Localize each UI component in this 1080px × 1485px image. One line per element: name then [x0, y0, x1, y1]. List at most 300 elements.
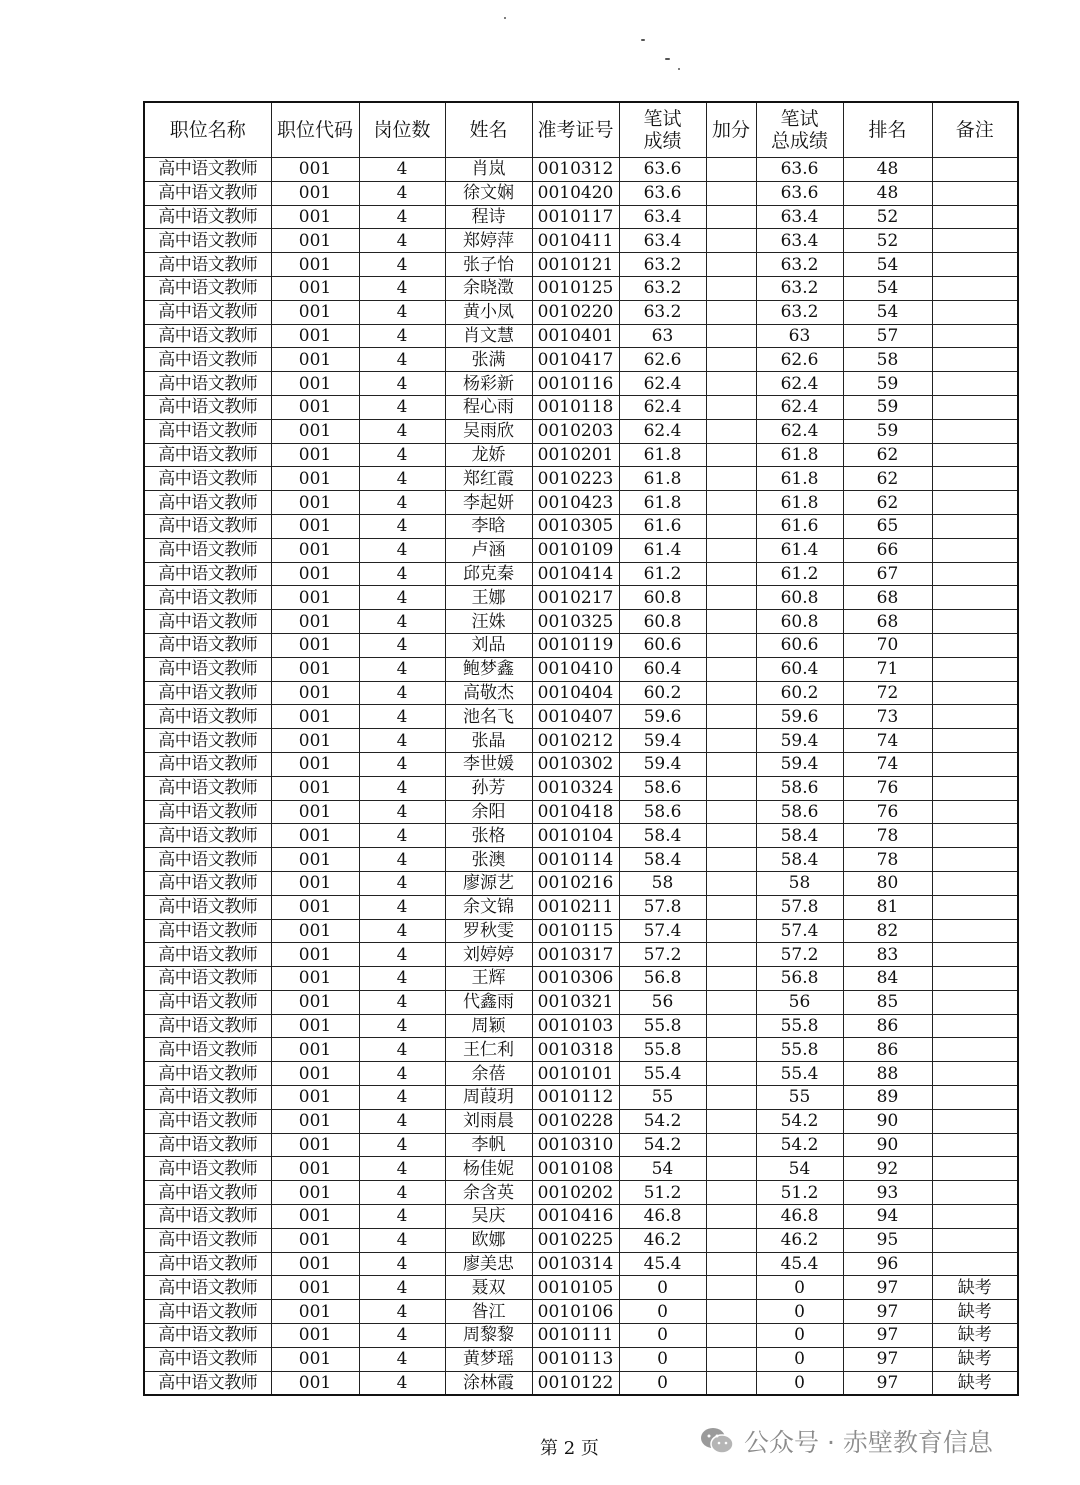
cell-written-score: 58.4 — [619, 848, 706, 872]
cell-position-code: 001 — [271, 491, 359, 515]
cell-total-score: 63.2 — [756, 253, 843, 277]
cell-post-count: 4 — [359, 610, 445, 634]
cell-post-count: 4 — [359, 990, 445, 1014]
cell-written-score: 0 — [619, 1276, 706, 1300]
cell-position-name: 高中语文教师 — [144, 681, 271, 705]
cell-post-count: 4 — [359, 943, 445, 967]
cell-post-count: 4 — [359, 300, 445, 324]
header-position-name: 职位名称 — [144, 102, 271, 158]
cell-written-score: 60.8 — [619, 610, 706, 634]
cell-post-count: 4 — [359, 419, 445, 443]
cell-position-code: 001 — [271, 300, 359, 324]
cell-ticket-number: 0010118 — [532, 395, 619, 419]
cell-position-code: 001 — [271, 752, 359, 776]
cell-post-count: 4 — [359, 1300, 445, 1324]
cell-position-name: 高中语文教师 — [144, 562, 271, 586]
cell-post-count: 4 — [359, 705, 445, 729]
cell-written-score: 55.8 — [619, 1038, 706, 1062]
cell-bonus — [706, 324, 756, 348]
cell-position-code: 001 — [271, 1347, 359, 1371]
cell-bonus — [706, 895, 756, 919]
cell-post-count: 4 — [359, 681, 445, 705]
cell-position-name: 高中语文教师 — [144, 1228, 271, 1252]
cell-remarks — [932, 467, 1018, 491]
cell-remarks — [932, 1014, 1018, 1038]
table-row — [144, 1062, 1018, 1086]
cell-post-count: 4 — [359, 824, 445, 848]
cell-position-code: 001 — [271, 1109, 359, 1133]
cell-ticket-number: 0010104 — [532, 824, 619, 848]
cell-rank: 93 — [843, 1181, 932, 1205]
cell-name: 高敬杰 — [445, 681, 532, 705]
cell-bonus — [706, 1276, 756, 1300]
cell-bonus — [706, 681, 756, 705]
table-row — [144, 395, 1018, 419]
cell-rank: 82 — [843, 919, 932, 943]
cell-post-count: 4 — [359, 919, 445, 943]
cell-rank: 90 — [843, 1133, 932, 1157]
cell-rank: 97 — [843, 1276, 932, 1300]
cell-written-score: 0 — [619, 1300, 706, 1324]
cell-bonus — [706, 1347, 756, 1371]
cell-rank: 62 — [843, 491, 932, 515]
cell-name: 余文锦 — [445, 895, 532, 919]
table-header-row — [144, 102, 1018, 158]
cell-ticket-number: 0010103 — [532, 1014, 619, 1038]
cell-name: 张晶 — [445, 729, 532, 753]
cell-ticket-number: 0010108 — [532, 1157, 619, 1181]
cell-position-name: 高中语文教师 — [144, 300, 271, 324]
cell-written-score: 60.2 — [619, 681, 706, 705]
scan-speck — [678, 68, 680, 70]
header-post-count: 岗位数 — [359, 102, 445, 158]
cell-name: 徐文娴 — [445, 181, 532, 205]
cell-position-name: 高中语文教师 — [144, 1157, 271, 1181]
cell-written-score: 57.8 — [619, 895, 706, 919]
table-row — [144, 705, 1018, 729]
table-row — [144, 848, 1018, 872]
cell-written-score: 58.4 — [619, 824, 706, 848]
cell-total-score: 62.4 — [756, 419, 843, 443]
cell-position-code: 001 — [271, 919, 359, 943]
cell-position-code: 001 — [271, 967, 359, 991]
cell-post-count: 4 — [359, 229, 445, 253]
cell-remarks — [932, 562, 1018, 586]
cell-name: 周黎黎 — [445, 1324, 532, 1348]
cell-position-code: 001 — [271, 705, 359, 729]
cell-position-name: 高中语文教师 — [144, 848, 271, 872]
cell-post-count: 4 — [359, 1157, 445, 1181]
cell-remarks — [932, 514, 1018, 538]
cell-ticket-number: 0010122 — [532, 1371, 619, 1395]
cell-remarks — [932, 967, 1018, 991]
cell-rank: 54 — [843, 253, 932, 277]
cell-total-score: 55 — [756, 1086, 843, 1110]
cell-remarks — [932, 324, 1018, 348]
cell-written-score: 0 — [619, 1324, 706, 1348]
cell-name: 郑婷萍 — [445, 229, 532, 253]
cell-total-score: 57.2 — [756, 943, 843, 967]
cell-total-score: 63.4 — [756, 229, 843, 253]
cell-bonus — [706, 1062, 756, 1086]
cell-written-score: 46.8 — [619, 1205, 706, 1229]
table-row — [144, 610, 1018, 634]
cell-position-name: 高中语文教师 — [144, 1086, 271, 1110]
cell-position-name: 高中语文教师 — [144, 253, 271, 277]
cell-bonus — [706, 1228, 756, 1252]
cell-remarks — [932, 848, 1018, 872]
cell-post-count: 4 — [359, 443, 445, 467]
cell-post-count: 4 — [359, 967, 445, 991]
cell-bonus — [706, 990, 756, 1014]
cell-remarks — [932, 919, 1018, 943]
cell-total-score: 54 — [756, 1157, 843, 1181]
cell-position-name: 高中语文教师 — [144, 800, 271, 824]
cell-bonus — [706, 491, 756, 515]
cell-position-name: 高中语文教师 — [144, 657, 271, 681]
cell-rank: 48 — [843, 181, 932, 205]
table-row — [144, 300, 1018, 324]
cell-ticket-number: 0010228 — [532, 1109, 619, 1133]
cell-total-score: 46.8 — [756, 1205, 843, 1229]
watermark — [700, 1421, 993, 1461]
cell-remarks — [932, 610, 1018, 634]
table-row — [144, 1371, 1018, 1395]
table-body — [144, 158, 1018, 1396]
cell-rank: 83 — [843, 943, 932, 967]
cell-total-score: 61.2 — [756, 562, 843, 586]
cell-rank: 57 — [843, 324, 932, 348]
cell-total-score: 63.2 — [756, 276, 843, 300]
cell-bonus — [706, 372, 756, 396]
cell-ticket-number: 0010407 — [532, 705, 619, 729]
cell-rank: 80 — [843, 871, 932, 895]
cell-rank: 71 — [843, 657, 932, 681]
cell-ticket-number: 0010211 — [532, 895, 619, 919]
cell-position-code: 001 — [271, 562, 359, 586]
cell-total-score: 63.4 — [756, 205, 843, 229]
cell-position-name: 高中语文教师 — [144, 633, 271, 657]
cell-rank: 59 — [843, 419, 932, 443]
cell-rank: 78 — [843, 848, 932, 872]
cell-post-count: 4 — [359, 1062, 445, 1086]
cell-rank: 86 — [843, 1038, 932, 1062]
cell-bonus — [706, 705, 756, 729]
cell-written-score: 54 — [619, 1157, 706, 1181]
cell-written-score: 58.6 — [619, 800, 706, 824]
cell-total-score: 54.2 — [756, 1109, 843, 1133]
cell-bonus — [706, 205, 756, 229]
cell-name: 李帆 — [445, 1133, 532, 1157]
cell-total-score: 54.2 — [756, 1133, 843, 1157]
cell-total-score: 58.4 — [756, 848, 843, 872]
cell-position-name: 高中语文教师 — [144, 967, 271, 991]
cell-remarks — [932, 1252, 1018, 1276]
cell-written-score: 55.4 — [619, 1062, 706, 1086]
cell-post-count: 4 — [359, 776, 445, 800]
cell-ticket-number: 0010121 — [532, 253, 619, 277]
cell-position-name: 高中语文教师 — [144, 324, 271, 348]
cell-name: 聂双 — [445, 1276, 532, 1300]
cell-ticket-number: 0010404 — [532, 681, 619, 705]
cell-remarks — [932, 443, 1018, 467]
cell-total-score: 58.4 — [756, 824, 843, 848]
table-row — [144, 1038, 1018, 1062]
cell-written-score: 63 — [619, 324, 706, 348]
cell-rank: 76 — [843, 800, 932, 824]
cell-bonus — [706, 633, 756, 657]
cell-total-score: 63.6 — [756, 181, 843, 205]
cell-position-name: 高中语文教师 — [144, 610, 271, 634]
cell-bonus — [706, 1205, 756, 1229]
cell-ticket-number: 0010318 — [532, 1038, 619, 1062]
cell-rank: 48 — [843, 158, 932, 182]
cell-total-score: 63.2 — [756, 300, 843, 324]
cell-bonus — [706, 919, 756, 943]
cell-post-count: 4 — [359, 633, 445, 657]
scan-speck — [641, 39, 645, 41]
cell-position-code: 001 — [271, 1205, 359, 1229]
cell-name: 廖美忠 — [445, 1252, 532, 1276]
cell-total-score: 55.4 — [756, 1062, 843, 1086]
cell-post-count: 4 — [359, 1133, 445, 1157]
table-row — [144, 1228, 1018, 1252]
cell-ticket-number: 0010418 — [532, 800, 619, 824]
cell-position-name: 高中语文教师 — [144, 776, 271, 800]
cell-position-name: 高中语文教师 — [144, 895, 271, 919]
cell-total-score: 56 — [756, 990, 843, 1014]
cell-position-code: 001 — [271, 1300, 359, 1324]
cell-written-score: 61.8 — [619, 443, 706, 467]
cell-bonus — [706, 1252, 756, 1276]
cell-bonus — [706, 514, 756, 538]
cell-rank: 74 — [843, 729, 932, 753]
table-row — [144, 1086, 1018, 1110]
cell-position-code: 001 — [271, 181, 359, 205]
cell-post-count: 4 — [359, 1347, 445, 1371]
cell-total-score: 62.4 — [756, 372, 843, 396]
cell-total-score: 58.6 — [756, 776, 843, 800]
cell-post-count: 4 — [359, 514, 445, 538]
cell-remarks — [932, 276, 1018, 300]
cell-ticket-number: 0010117 — [532, 205, 619, 229]
cell-bonus — [706, 419, 756, 443]
cell-remarks — [932, 871, 1018, 895]
cell-ticket-number: 0010312 — [532, 158, 619, 182]
table-row — [144, 1109, 1018, 1133]
cell-bonus — [706, 1014, 756, 1038]
cell-ticket-number: 0010114 — [532, 848, 619, 872]
cell-rank: 59 — [843, 372, 932, 396]
cell-rank: 52 — [843, 205, 932, 229]
cell-written-score: 45.4 — [619, 1252, 706, 1276]
cell-position-code: 001 — [271, 657, 359, 681]
cell-remarks: 缺考 — [932, 1371, 1018, 1395]
cell-remarks — [932, 181, 1018, 205]
cell-remarks: 缺考 — [932, 1324, 1018, 1348]
cell-bonus — [706, 824, 756, 848]
cell-remarks — [932, 229, 1018, 253]
cell-ticket-number: 0010410 — [532, 657, 619, 681]
cell-rank: 68 — [843, 586, 932, 610]
header-position-code: 职位代码 — [271, 102, 359, 158]
cell-position-code: 001 — [271, 253, 359, 277]
cell-remarks — [932, 990, 1018, 1014]
cell-ticket-number: 0010305 — [532, 514, 619, 538]
cell-written-score: 46.2 — [619, 1228, 706, 1252]
cell-rank: 89 — [843, 1086, 932, 1110]
cell-position-code: 001 — [271, 1228, 359, 1252]
cell-name: 肖岚 — [445, 158, 532, 182]
cell-ticket-number: 0010325 — [532, 610, 619, 634]
cell-post-count: 4 — [359, 348, 445, 372]
cell-post-count: 4 — [359, 395, 445, 419]
cell-name: 廖源艺 — [445, 871, 532, 895]
cell-total-score: 0 — [756, 1276, 843, 1300]
cell-position-name: 高中语文教师 — [144, 1205, 271, 1229]
cell-total-score: 57.4 — [756, 919, 843, 943]
cell-position-code: 001 — [271, 514, 359, 538]
cell-remarks — [932, 1157, 1018, 1181]
header-bonus: 加分 — [706, 102, 756, 158]
cell-written-score: 55 — [619, 1086, 706, 1110]
table-row — [144, 181, 1018, 205]
cell-position-name: 高中语文教师 — [144, 1062, 271, 1086]
cell-bonus — [706, 943, 756, 967]
table-row — [144, 1157, 1018, 1181]
table-row — [144, 205, 1018, 229]
cell-rank: 81 — [843, 895, 932, 919]
cell-position-code: 001 — [271, 824, 359, 848]
cell-remarks — [932, 1228, 1018, 1252]
cell-name: 罗秋雯 — [445, 919, 532, 943]
cell-position-name: 高中语文教师 — [144, 491, 271, 515]
cell-position-code: 001 — [271, 610, 359, 634]
cell-name: 鲍梦鑫 — [445, 657, 532, 681]
cell-rank: 59 — [843, 395, 932, 419]
scan-speck — [665, 58, 670, 60]
cell-post-count: 4 — [359, 158, 445, 182]
cell-position-code: 001 — [271, 1014, 359, 1038]
watermark-text: 公众号 · 赤壁教育信息 — [744, 1428, 993, 1457]
cell-post-count: 4 — [359, 253, 445, 277]
cell-ticket-number: 0010401 — [532, 324, 619, 348]
cell-post-count: 4 — [359, 1205, 445, 1229]
cell-name: 杨佳妮 — [445, 1157, 532, 1181]
cell-position-name: 高中语文教师 — [144, 1300, 271, 1324]
cell-rank: 92 — [843, 1157, 932, 1181]
cell-ticket-number: 0010119 — [532, 633, 619, 657]
cell-post-count: 4 — [359, 657, 445, 681]
table-row — [144, 229, 1018, 253]
table-row — [144, 158, 1018, 182]
cell-total-score: 58 — [756, 871, 843, 895]
cell-name: 刘品 — [445, 633, 532, 657]
cell-bonus — [706, 1371, 756, 1395]
cell-bonus — [706, 253, 756, 277]
cell-rank: 94 — [843, 1205, 932, 1229]
cell-post-count: 4 — [359, 800, 445, 824]
cell-name: 张澳 — [445, 848, 532, 872]
header-ticket-number: 准考证号 — [532, 102, 619, 158]
cell-rank: 62 — [843, 467, 932, 491]
cell-ticket-number: 0010125 — [532, 276, 619, 300]
cell-ticket-number: 0010216 — [532, 871, 619, 895]
cell-bonus — [706, 610, 756, 634]
cell-written-score: 51.2 — [619, 1181, 706, 1205]
cell-position-name: 高中语文教师 — [144, 1014, 271, 1038]
cell-ticket-number: 0010201 — [532, 443, 619, 467]
table-row — [144, 538, 1018, 562]
cell-bonus — [706, 752, 756, 776]
cell-rank: 52 — [843, 229, 932, 253]
cell-position-code: 001 — [271, 1062, 359, 1086]
cell-position-code: 001 — [271, 871, 359, 895]
cell-position-code: 001 — [271, 1038, 359, 1062]
cell-total-score: 59.6 — [756, 705, 843, 729]
cell-post-count: 4 — [359, 1276, 445, 1300]
cell-ticket-number: 0010420 — [532, 181, 619, 205]
cell-rank: 76 — [843, 776, 932, 800]
header-total-score: 笔试 总成绩 — [756, 102, 843, 158]
cell-total-score: 0 — [756, 1371, 843, 1395]
cell-total-score: 61.8 — [756, 467, 843, 491]
cell-ticket-number: 0010203 — [532, 419, 619, 443]
cell-written-score: 59.6 — [619, 705, 706, 729]
table-row — [144, 800, 1018, 824]
cell-remarks — [932, 824, 1018, 848]
cell-name: 黄梦瑶 — [445, 1347, 532, 1371]
cell-post-count: 4 — [359, 871, 445, 895]
cell-position-code: 001 — [271, 443, 359, 467]
cell-written-score: 62.4 — [619, 372, 706, 396]
cell-post-count: 4 — [359, 1014, 445, 1038]
cell-written-score: 62.4 — [619, 395, 706, 419]
table-row — [144, 419, 1018, 443]
cell-position-code: 001 — [271, 776, 359, 800]
cell-name: 刘婷婷 — [445, 943, 532, 967]
cell-bonus — [706, 1324, 756, 1348]
cell-name: 余含英 — [445, 1181, 532, 1205]
cell-total-score: 46.2 — [756, 1228, 843, 1252]
cell-written-score: 60.6 — [619, 633, 706, 657]
cell-written-score: 0 — [619, 1371, 706, 1395]
cell-ticket-number: 0010417 — [532, 348, 619, 372]
cell-position-code: 001 — [271, 943, 359, 967]
cell-position-name: 高中语文教师 — [144, 419, 271, 443]
table-row — [144, 633, 1018, 657]
cell-position-code: 001 — [271, 395, 359, 419]
cell-position-name: 高中语文教师 — [144, 467, 271, 491]
cell-name: 龙娇 — [445, 443, 532, 467]
cell-name: 涂林霞 — [445, 1371, 532, 1395]
cell-bonus — [706, 467, 756, 491]
table-row — [144, 514, 1018, 538]
cell-rank: 62 — [843, 443, 932, 467]
cell-remarks — [932, 752, 1018, 776]
cell-position-code: 001 — [271, 419, 359, 443]
cell-ticket-number: 0010324 — [532, 776, 619, 800]
cell-position-code: 001 — [271, 1181, 359, 1205]
cell-post-count: 4 — [359, 1181, 445, 1205]
cell-remarks — [932, 681, 1018, 705]
cell-name: 卢涵 — [445, 538, 532, 562]
table-row — [144, 824, 1018, 848]
cell-rank: 54 — [843, 276, 932, 300]
cell-rank: 86 — [843, 1014, 932, 1038]
cell-post-count: 4 — [359, 729, 445, 753]
cell-position-name: 高中语文教师 — [144, 181, 271, 205]
